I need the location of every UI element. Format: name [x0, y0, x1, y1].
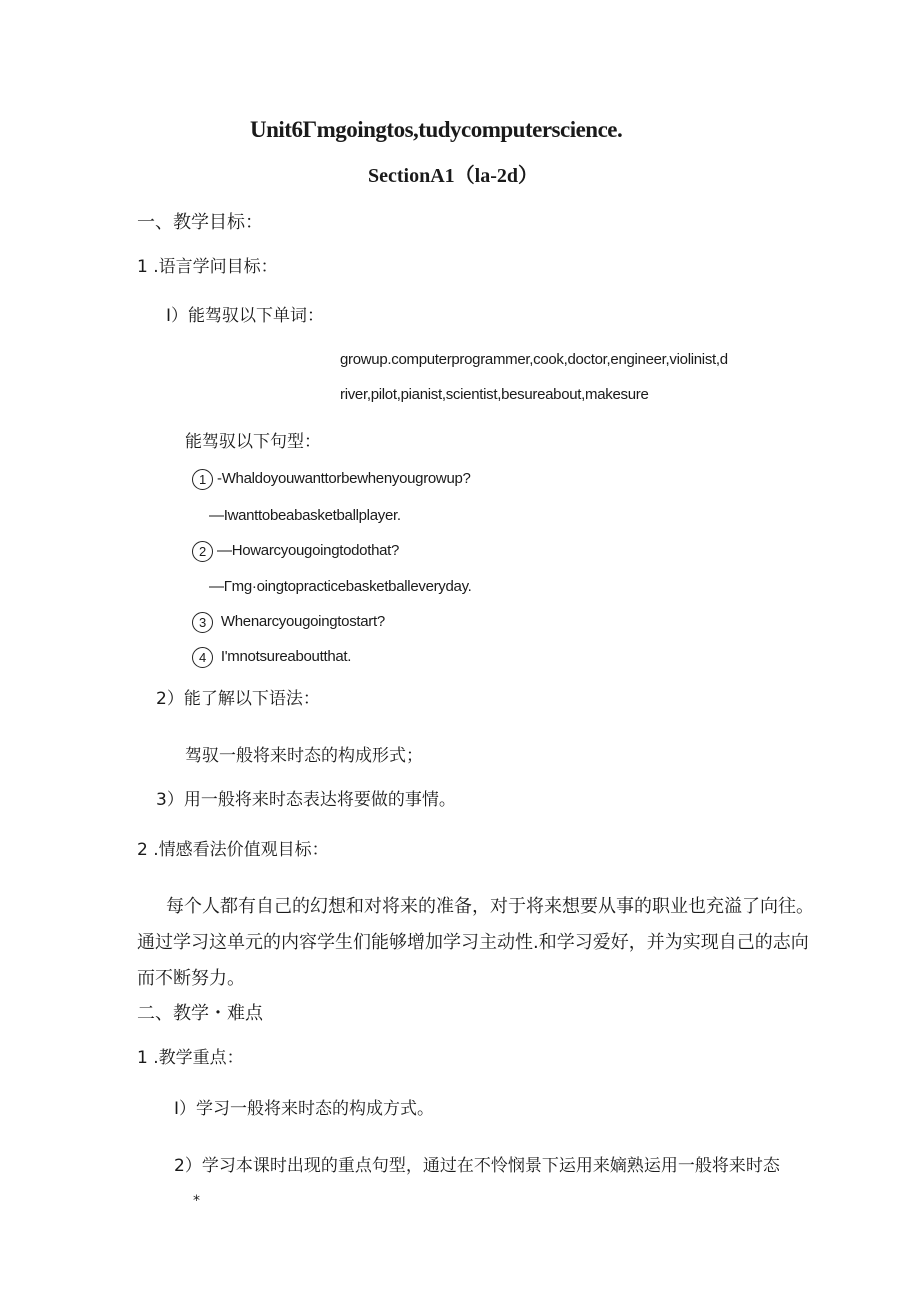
vocabulary-line-1: growup.computerprogrammer,cook,doctor,engineer,violinist,d [340, 351, 728, 368]
item-language-goals: 1 .语言学问目标： [137, 257, 278, 277]
sub-item-focus-2: 2）学习本课时出现的重点句型，通过在不怜悯景下运用来嫡熟运用一般将来时态 [174, 1156, 780, 1176]
circled-number-3: 3 [192, 612, 213, 633]
document-title: Unit6Γmgoingtos,tudycomputerscience. [250, 117, 623, 142]
sentence-1b: —Iwanttobeabasketballplayer. [209, 507, 401, 524]
sentence-1a [192, 468, 471, 490]
grammar-point: 驾驭一般将来时态的构成形式； [185, 746, 423, 766]
vocabulary-line-2: river,pilot,pianist,scientist,besureabout,makesure [340, 386, 649, 403]
sub-item-future-tense: 3）用一般将来时态表达将要做的事情。 [156, 790, 456, 810]
section-heading-key-points: 二、教学・难点 [137, 1003, 263, 1024]
sub-item-focus-1: I）学习一般将来时态的构成方式。 [174, 1099, 435, 1119]
trailing-mark: * [193, 1193, 200, 1209]
section-heading-objectives: 一、教学目标： [137, 212, 263, 233]
sentence-2a-text: —Howarcyougoingtodothat? [217, 542, 400, 559]
sentence-2a [192, 540, 399, 562]
circled-number-1: 1 [192, 469, 213, 490]
sentence-patterns-intro: 能驾驭以下句型： [185, 432, 321, 452]
sentence-4-text: I'mnotsureaboutthat. [220, 648, 352, 665]
sentence-2b: —Γmg·oingtopracticebasketballeveryday. [209, 578, 472, 595]
sentence-3 [192, 611, 385, 633]
document-subtitle: SectionA1（la-2d） [368, 165, 538, 187]
circled-number-4: 4 [192, 647, 213, 668]
sub-item-grammar: 2）能了解以下语法： [156, 689, 320, 709]
sentence-1a-text: -Whaldoyouwanttorbewhenyougrowup? [217, 470, 471, 487]
circled-number-2: 2 [192, 541, 213, 562]
item-emotion-goals: 2 .情感看法价值观目标： [137, 840, 329, 860]
sentence-3-text: Whenarcyougoingtostart? [220, 613, 385, 630]
item-teaching-focus: 1 .教学重点： [137, 1048, 244, 1068]
sub-item-vocabulary: I）能驾驭以下单词： [166, 306, 325, 326]
paragraph-line-3: 而不断努力。 [137, 968, 245, 989]
paragraph-line-2: 通过学习这单元的内容学生们能够增加学习主动性.和学习爱好，并为实现自己的志向 [137, 932, 809, 953]
paragraph-line-1: 每个人都有自己的幻想和对将来的准备，对于将来想要从事的职业也充溢了向往。 [166, 896, 814, 917]
sentence-4 [192, 646, 351, 668]
